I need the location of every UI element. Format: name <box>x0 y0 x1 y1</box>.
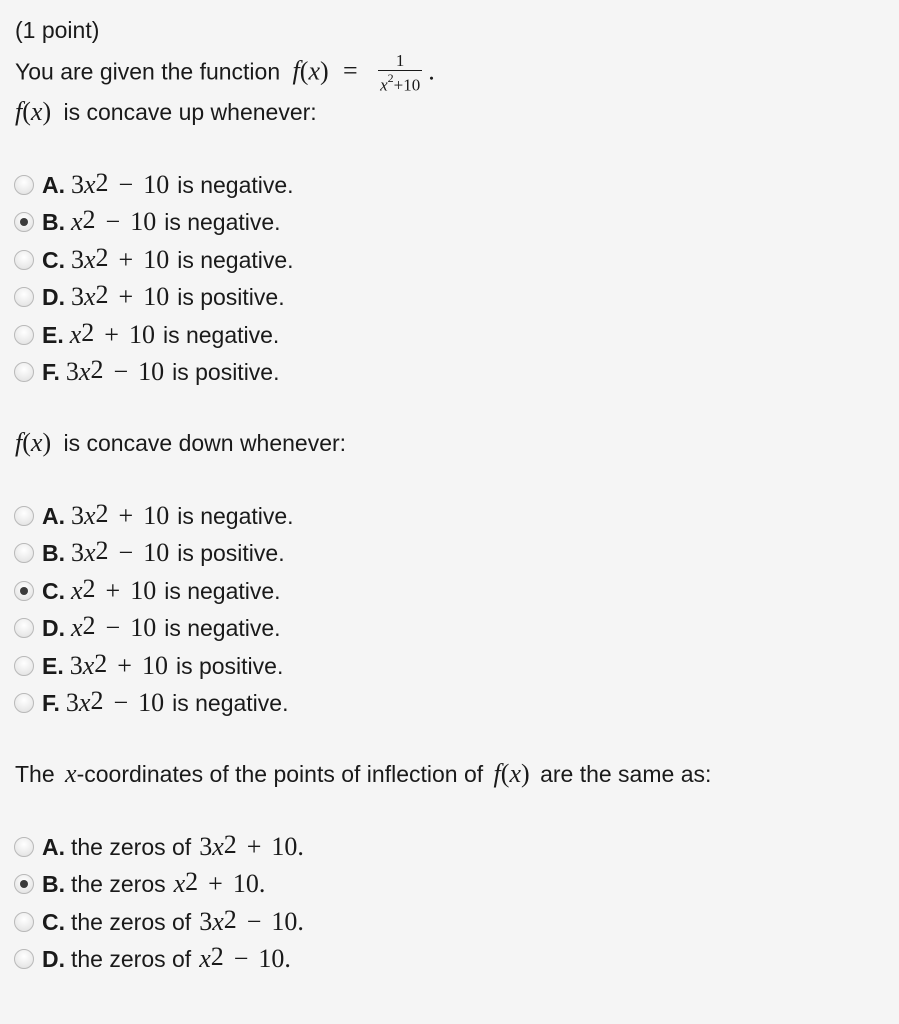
expr-operator: − <box>113 688 129 717</box>
expr-variable: x <box>82 651 95 680</box>
expr-constant: 10. <box>258 944 291 973</box>
expr-variable: x <box>84 538 96 567</box>
expr-operator: − <box>233 944 249 973</box>
intro-text: You are given the function <box>15 58 281 85</box>
option-letter: E. <box>42 321 64 348</box>
expr-variable: x <box>212 907 224 936</box>
option-letter: C. <box>42 577 65 604</box>
expr-variable: x <box>71 207 83 236</box>
option-letter: D. <box>42 945 65 972</box>
option-letter: A. <box>42 502 65 529</box>
expr-coefficient: 3 <box>71 245 84 274</box>
option-text: is negative. <box>172 689 289 716</box>
q3-option-d[interactable] <box>14 942 291 976</box>
expr-operator: − <box>113 357 129 386</box>
expr-constant: 10 <box>128 320 155 349</box>
expr-constant: 10. <box>271 907 304 936</box>
expr-operator: + <box>208 869 223 898</box>
expr-constant: 10 <box>143 170 170 199</box>
q2-option-f[interactable] <box>14 686 288 720</box>
q3-option-c[interactable] <box>14 905 304 939</box>
expr-exponent: 2 <box>82 574 96 603</box>
expr-exponent: 2 <box>82 611 96 640</box>
expr-operator: + <box>118 501 134 530</box>
expr-variable: x <box>84 170 96 199</box>
expr-exponent: 2 <box>95 280 109 309</box>
expr-exponent: 2 <box>223 830 237 859</box>
option-letter: F. <box>42 689 60 716</box>
points-label <box>15 14 99 46</box>
expr-coefficient: 3 <box>71 282 84 311</box>
points-text: (1 point) <box>15 17 100 43</box>
expr-variable: x <box>84 282 96 311</box>
option-letter: C. <box>42 908 65 935</box>
expr-operator: + <box>117 651 132 680</box>
expr-operator: + <box>118 245 134 274</box>
expr-coefficient: 3 <box>71 501 84 530</box>
expr-variable: x <box>173 869 186 898</box>
function-fraction: $\frac{1}{x^2+10}$ <box>380 51 421 95</box>
radio-button[interactable] <box>14 212 34 232</box>
expr-exponent: 2 <box>95 536 109 565</box>
option-letter: B. <box>42 539 65 566</box>
option-text: the zeros of <box>71 908 192 935</box>
expr-coefficient: 3 <box>71 538 84 567</box>
expr-constant: 10. <box>232 869 266 898</box>
option-letter: D. <box>42 283 65 310</box>
option-letter: D. <box>42 614 65 641</box>
function-statement: You are given the function f(x) = $\frac{1}{x^2+10}$ . <box>15 51 435 95</box>
expr-operator: − <box>105 613 121 642</box>
expr-exponent: 2 <box>185 867 199 896</box>
q2-option-e[interactable] <box>14 649 283 683</box>
expr-constant: 10 <box>143 282 170 311</box>
q2-option-a[interactable] <box>14 499 294 533</box>
expr-operator: + <box>246 832 262 861</box>
q1-option-a[interactable] <box>14 168 294 202</box>
radio-button[interactable] <box>14 693 34 713</box>
option-text: the zeros of <box>71 945 192 972</box>
q2-prompt-text: is concave down whenever: <box>63 430 347 456</box>
radio-button[interactable] <box>14 837 34 857</box>
expr-exponent: 2 <box>94 649 108 678</box>
expr-constant: 10 <box>138 688 165 717</box>
q2-prompt: f(x) is concave down whenever: <box>15 428 347 457</box>
expr-exponent: 2 <box>95 499 109 528</box>
expr-operator: − <box>118 538 134 567</box>
expr-constant: 10 <box>130 613 157 642</box>
radio-button[interactable] <box>14 912 34 932</box>
expr-constant: 10 <box>143 245 170 274</box>
expr-variable: x <box>78 357 91 386</box>
expr-operator: − <box>118 170 134 199</box>
expr-variable: x <box>78 688 91 717</box>
expr-exponent: 2 <box>90 355 104 384</box>
q1-option-f[interactable] <box>14 355 279 389</box>
expr-exponent: 2 <box>81 318 95 347</box>
q2-option-c[interactable] <box>14 574 281 608</box>
option-text: is negative. <box>177 246 294 273</box>
q3-prompt-mid: -coordinates of the points of inflection of <box>76 761 484 787</box>
expr-coefficient: 3 <box>71 170 84 199</box>
expr-coefficient: 3 <box>65 357 79 386</box>
option-text: is negative. <box>164 208 281 235</box>
q3-option-b[interactable] <box>14 867 265 901</box>
expr-operator: − <box>105 207 121 236</box>
option-text: is positive. <box>177 283 285 310</box>
expr-coefficient: 3 <box>199 832 213 861</box>
option-text: is negative. <box>162 321 280 348</box>
option-text: is positive. <box>175 652 284 679</box>
expr-coefficient: 3 <box>69 651 83 680</box>
radio-button[interactable] <box>14 656 34 676</box>
radio-button[interactable] <box>14 543 34 563</box>
q1-prompt-text: is concave up whenever: <box>63 99 317 125</box>
q3-prompt-post: are the same as: <box>540 761 712 787</box>
expr-operator: + <box>104 320 119 349</box>
option-letter: A. <box>42 171 65 198</box>
expr-exponent: 2 <box>210 942 224 971</box>
q2-option-b[interactable] <box>14 536 285 570</box>
radio-button[interactable] <box>14 287 34 307</box>
option-letter: C. <box>42 246 65 273</box>
q2-option-d[interactable] <box>14 611 281 645</box>
expr-constant: 10 <box>130 207 157 236</box>
radio-button[interactable] <box>14 250 34 270</box>
expr-operator: + <box>118 282 134 311</box>
expr-constant: 10. <box>271 832 304 861</box>
q1-option-c[interactable] <box>14 243 294 277</box>
expr-constant: 10 <box>143 501 170 530</box>
option-text: is negative. <box>177 502 294 529</box>
expr-coefficient: 3 <box>65 688 79 717</box>
expr-variable: x <box>84 501 96 530</box>
expr-variable: x <box>71 613 83 642</box>
expr-variable: x <box>212 832 224 861</box>
option-letter: E. <box>42 652 64 679</box>
radio-button[interactable] <box>14 581 34 601</box>
option-letter: B. <box>42 870 65 897</box>
q3-option-a[interactable] <box>14 830 304 864</box>
option-text: is positive. <box>177 539 285 566</box>
option-letter: F. <box>42 358 60 385</box>
option-text: is negative. <box>164 614 281 641</box>
radio-button[interactable] <box>14 506 34 526</box>
option-text: the zeros <box>71 870 166 897</box>
expr-exponent: 2 <box>90 686 104 715</box>
option-letter: B. <box>42 208 65 235</box>
option-text: is positive. <box>172 358 280 385</box>
expr-constant: 10 <box>143 538 170 567</box>
expr-variable: x <box>71 576 83 605</box>
expr-exponent: 2 <box>95 243 109 272</box>
option-text: is negative. <box>177 171 294 198</box>
radio-button[interactable] <box>14 949 34 969</box>
expr-constant: 10 <box>138 357 165 386</box>
q3-prompt-pre: The <box>15 761 55 787</box>
expr-variable: x <box>69 320 82 349</box>
expr-variable: x <box>199 944 211 973</box>
option-text: is negative. <box>164 577 281 604</box>
q1-option-d[interactable] <box>14 280 285 314</box>
radio-button[interactable] <box>14 325 34 345</box>
expr-variable: x <box>84 245 96 274</box>
q3-prompt: The x-coordinates of the points of inflection of f(x) are the same as: <box>15 759 712 788</box>
expr-exponent: 2 <box>223 905 237 934</box>
q1-option-b[interactable] <box>14 205 281 239</box>
q1-prompt: f(x) is concave up whenever: <box>15 97 317 126</box>
expr-exponent: 2 <box>95 168 109 197</box>
expr-constant: 10 <box>141 651 168 680</box>
radio-button[interactable] <box>14 362 34 382</box>
option-text: the zeros of <box>71 833 192 860</box>
q1-option-e[interactable] <box>14 318 279 352</box>
expr-operator: − <box>246 907 262 936</box>
radio-button[interactable] <box>14 175 34 195</box>
expr-constant: 10 <box>130 576 157 605</box>
expr-exponent: 2 <box>82 205 96 234</box>
option-letter: A. <box>42 833 65 860</box>
radio-button[interactable] <box>14 874 34 894</box>
expr-coefficient: 3 <box>199 907 213 936</box>
expr-operator: + <box>105 576 121 605</box>
radio-button[interactable] <box>14 618 34 638</box>
